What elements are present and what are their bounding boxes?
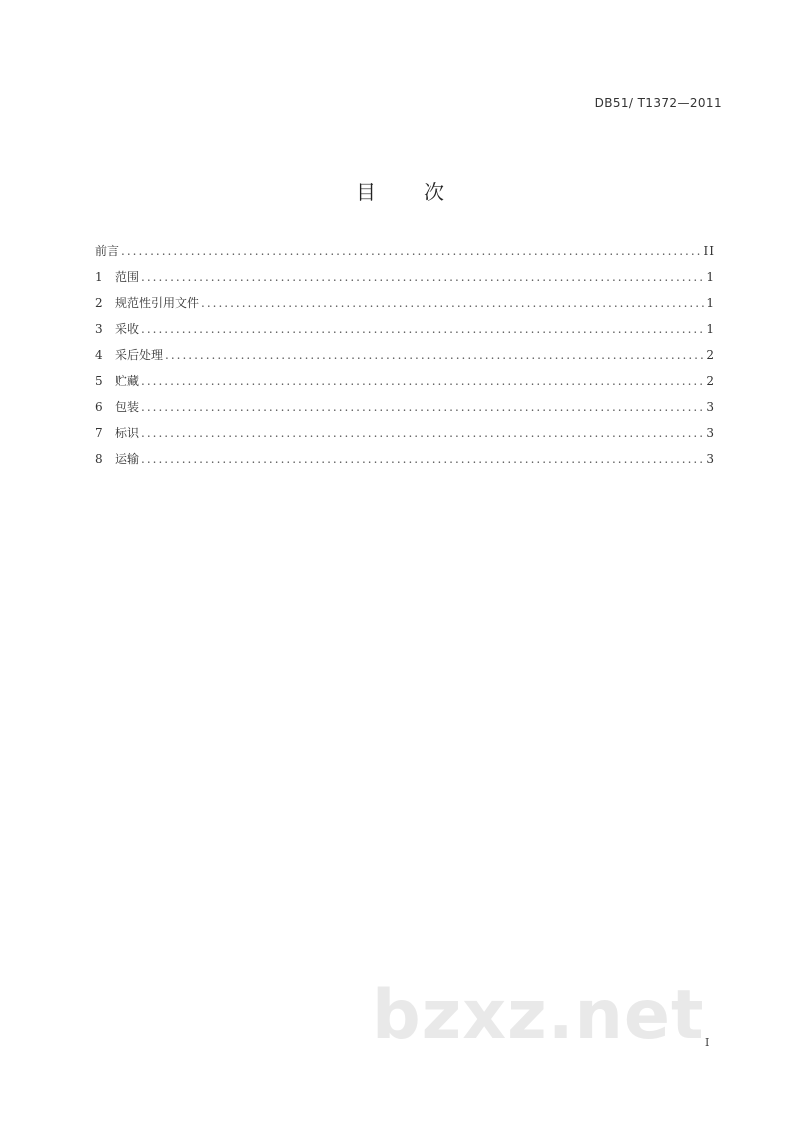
toc-entry-number: 6: [95, 400, 103, 414]
toc-entry-packaging[interactable]: [95, 398, 715, 424]
toc-entry-transport[interactable]: [95, 450, 715, 476]
toc-entry-number: 2: [95, 296, 103, 310]
toc-entry-normative-references[interactable]: [95, 294, 715, 320]
toc-entry-number: 1: [95, 270, 103, 284]
toc-entry-page: 3: [706, 426, 715, 440]
toc-title-char-2: 次: [424, 180, 444, 204]
toc-title-char-1: 目: [356, 180, 376, 204]
table-of-contents: [95, 242, 715, 476]
toc-entry-post-harvest[interactable]: [95, 346, 715, 372]
toc-entry-labeling[interactable]: [95, 424, 715, 450]
toc-title: [0, 176, 800, 205]
toc-leader-dots: [141, 322, 704, 336]
toc-entry-scope[interactable]: [95, 268, 715, 294]
toc-entry-page: 2: [706, 348, 715, 362]
toc-entry-page: II: [703, 244, 715, 258]
toc-entry-page: 2: [706, 374, 715, 388]
standard-code: DB51/ T1372—2011: [594, 96, 722, 110]
toc-entry-storage[interactable]: [95, 372, 715, 398]
toc-entry-page: 1: [706, 296, 715, 310]
toc-entry-number: 3: [95, 322, 103, 336]
toc-entry-number: 4: [95, 348, 103, 362]
toc-entry-label: 采后处理: [115, 348, 164, 362]
toc-leader-dots: [141, 270, 704, 284]
toc-entry-label: 规范性引用文件: [115, 296, 200, 310]
toc-entry-foreword[interactable]: [95, 242, 715, 268]
watermark: bzxz.net: [372, 976, 705, 1055]
toc-entry-label: 运输: [115, 452, 140, 466]
toc-entry-label: 标识: [115, 426, 140, 440]
toc-leader-dots: [141, 400, 704, 414]
toc-entry-label: 采收: [115, 322, 140, 336]
toc-entry-label: 前言: [95, 244, 120, 258]
toc-entry-label: 范围: [115, 270, 140, 284]
page-number: I: [705, 1036, 710, 1049]
toc-entry-number: 8: [95, 452, 103, 466]
toc-entry-label: 贮藏: [115, 374, 140, 388]
toc-leader-dots: [141, 452, 704, 466]
toc-entry-page: 1: [706, 270, 715, 284]
toc-leader-dots: [141, 374, 704, 388]
toc-leader-dots: [141, 426, 704, 440]
toc-leader-dots: [121, 244, 702, 258]
toc-entry-number: 7: [95, 426, 103, 440]
toc-entry-label: 包装: [115, 400, 140, 414]
toc-entry-page: 3: [706, 400, 715, 414]
toc-entry-page: 1: [706, 322, 715, 336]
toc-entry-page: 3: [706, 452, 715, 466]
toc-leader-dots: [201, 296, 704, 310]
toc-leader-dots: [165, 348, 704, 362]
toc-entry-harvesting[interactable]: [95, 320, 715, 346]
toc-entry-number: 5: [95, 374, 103, 388]
